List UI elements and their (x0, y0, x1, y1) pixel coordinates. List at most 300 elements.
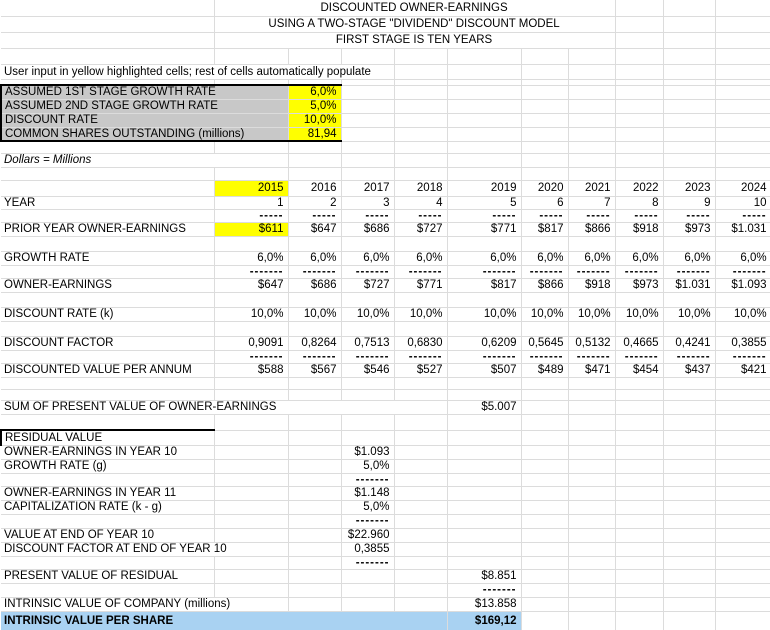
value-cell[interactable]: 6,0% (615, 251, 663, 265)
cell[interactable] (447, 167, 521, 180)
cell[interactable] (341, 153, 394, 167)
value-cell[interactable]: $817 (447, 278, 521, 292)
cell[interactable] (288, 48, 341, 64)
cell[interactable] (394, 377, 447, 389)
cell[interactable] (568, 99, 615, 113)
cell[interactable] (568, 292, 615, 307)
dash-cell[interactable]: ------- (394, 350, 447, 363)
cell[interactable] (568, 611, 615, 630)
cell[interactable] (521, 473, 568, 486)
cell[interactable] (615, 48, 663, 64)
cell[interactable] (663, 459, 715, 473)
cell[interactable] (1, 514, 214, 528)
cell[interactable] (663, 153, 715, 167)
cell[interactable] (568, 85, 615, 99)
cell[interactable] (521, 459, 568, 473)
cell[interactable] (715, 414, 770, 430)
cell[interactable] (1, 377, 214, 389)
value-cell[interactable]: $866 (568, 222, 615, 236)
cell[interactable] (341, 113, 394, 127)
cell[interactable] (1, 167, 214, 180)
cell[interactable] (715, 445, 770, 459)
cell[interactable] (288, 569, 341, 583)
cell[interactable] (214, 528, 288, 542)
cell[interactable] (663, 445, 715, 459)
residual-value-cell[interactable]: $1.148 (341, 486, 394, 500)
year-number-cell[interactable]: 5 (447, 196, 521, 209)
cell[interactable] (521, 236, 568, 251)
cell[interactable] (394, 569, 447, 583)
cell[interactable] (715, 430, 770, 445)
value-cell[interactable]: 0,5645 (521, 336, 568, 350)
cell[interactable] (715, 583, 770, 597)
year-header-cell[interactable]: 2021 (568, 180, 615, 196)
cell[interactable] (715, 236, 770, 251)
cell[interactable] (715, 556, 770, 569)
pv-residual-value-cell[interactable]: $8.851 (447, 569, 521, 583)
cell[interactable] (615, 127, 663, 141)
cell[interactable] (568, 486, 615, 500)
value-cell[interactable]: 10,0% (568, 307, 615, 321)
cell[interactable] (1, 141, 214, 153)
cell[interactable] (568, 542, 615, 556)
cell[interactable] (288, 556, 341, 569)
cell[interactable] (288, 292, 341, 307)
cell[interactable] (288, 389, 341, 400)
year-header-cell[interactable]: 2024 (715, 180, 770, 196)
cell[interactable] (715, 321, 770, 336)
cell[interactable] (394, 514, 447, 528)
cell[interactable] (288, 597, 341, 611)
cell[interactable] (394, 48, 447, 64)
value-cell[interactable]: $647 (288, 222, 341, 236)
sheet-title-line3[interactable]: FIRST STAGE IS TEN YEARS (214, 32, 615, 48)
value-cell[interactable]: 6,0% (288, 251, 341, 265)
cell[interactable] (447, 556, 521, 569)
cell[interactable] (521, 445, 568, 459)
cell[interactable] (715, 377, 770, 389)
dash-cell[interactable]: ------- (521, 350, 568, 363)
input-cell-growth2[interactable]: 5,0% (288, 99, 341, 113)
sum-label[interactable]: SUM OF PRESENT VALUE OF OWNER-EARNINGS (1, 400, 447, 414)
dash-cell[interactable]: ----- (521, 209, 568, 222)
cell[interactable] (568, 48, 615, 64)
cell[interactable] (615, 236, 663, 251)
cell[interactable] (521, 113, 568, 127)
input-instructions-note[interactable]: User input in yellow highlighted cells; rest of cells automatically populate (1, 64, 394, 79)
assumption-label[interactable]: ASSUMED 1ST STAGE GROWTH RATE (1, 85, 288, 99)
cell[interactable] (1, 414, 214, 430)
cell[interactable] (663, 400, 715, 414)
cell[interactable] (521, 528, 568, 542)
cell[interactable] (715, 99, 770, 113)
year-header-cell[interactable]: 2018 (394, 180, 447, 196)
cell[interactable] (394, 113, 447, 127)
dash-cell[interactable]: ----- (615, 209, 663, 222)
assumption-label[interactable]: DISCOUNT RATE (1, 113, 288, 127)
cell[interactable] (715, 473, 770, 486)
cell[interactable] (288, 583, 341, 597)
residual-value-cell[interactable]: $1.093 (341, 445, 394, 459)
value-cell[interactable]: 10,0% (663, 307, 715, 321)
cell[interactable] (715, 167, 770, 180)
cell[interactable] (615, 141, 663, 153)
value-cell[interactable]: $1.031 (663, 278, 715, 292)
value-cell[interactable]: $771 (447, 222, 521, 236)
pv-residual-label[interactable]: PRESENT VALUE OF RESIDUAL (1, 569, 214, 583)
cell[interactable] (568, 153, 615, 167)
intrinsic-per-share-label[interactable]: INTRINSIC VALUE PER SHARE (1, 611, 447, 630)
cell[interactable] (568, 473, 615, 486)
cell[interactable] (521, 414, 568, 430)
cell[interactable] (615, 611, 663, 630)
cell[interactable] (715, 597, 770, 611)
dash-cell[interactable]: ------- (715, 350, 770, 363)
year-number-cell[interactable]: 2 (288, 196, 341, 209)
cell[interactable] (715, 500, 770, 514)
value-cell[interactable]: $918 (568, 278, 615, 292)
cell[interactable] (615, 473, 663, 486)
cell[interactable] (447, 445, 521, 459)
cell[interactable] (214, 414, 288, 430)
cell[interactable] (394, 64, 447, 79)
cell[interactable] (341, 48, 394, 64)
cell[interactable] (214, 48, 288, 64)
cell[interactable] (288, 321, 341, 336)
cell[interactable] (663, 542, 715, 556)
cell[interactable] (615, 389, 663, 400)
residual-value-cell[interactable]: 5,0% (341, 459, 394, 473)
dash-cell[interactable]: ----- (288, 209, 341, 222)
cell[interactable] (394, 459, 447, 473)
cell[interactable] (663, 48, 715, 64)
year-number-cell[interactable]: 8 (615, 196, 663, 209)
sum-value-cell[interactable]: $5.007 (447, 400, 521, 414)
cell[interactable] (663, 167, 715, 180)
dash-cell[interactable]: ------- (214, 265, 288, 278)
value-cell[interactable]: 0,6830 (394, 336, 447, 350)
year-number-cell[interactable]: 1 (214, 196, 288, 209)
input-cell-growth1[interactable]: 6,0% (288, 85, 341, 99)
cell[interactable] (615, 113, 663, 127)
year-header-cell[interactable]: 2022 (615, 180, 663, 196)
cell[interactable] (715, 48, 770, 64)
dash-cell[interactable]: ----- (394, 209, 447, 222)
dash-cell[interactable]: ----- (715, 209, 770, 222)
cell[interactable] (663, 99, 715, 113)
cell[interactable] (715, 400, 770, 414)
year-header-cell[interactable]: 2020 (521, 180, 568, 196)
cell[interactable] (1, 236, 214, 251)
cell[interactable] (447, 459, 521, 473)
cell[interactable] (615, 377, 663, 389)
cell[interactable] (521, 597, 568, 611)
cell[interactable] (663, 292, 715, 307)
cell[interactable] (447, 113, 521, 127)
cell[interactable] (447, 321, 521, 336)
cell[interactable] (447, 528, 521, 542)
cell[interactable] (663, 236, 715, 251)
value-cell[interactable]: $686 (288, 278, 341, 292)
cell[interactable] (568, 500, 615, 514)
cell[interactable] (341, 569, 394, 583)
assumption-label[interactable]: ASSUMED 2ND STAGE GROWTH RATE (1, 99, 288, 113)
cell[interactable] (1, 473, 214, 486)
value-cell[interactable]: 6,0% (394, 251, 447, 265)
cell[interactable] (447, 486, 521, 500)
cell[interactable] (663, 414, 715, 430)
series-label[interactable]: OWNER-EARNINGS (1, 278, 214, 292)
cell[interactable] (715, 459, 770, 473)
cell[interactable] (521, 569, 568, 583)
cell[interactable] (341, 583, 394, 597)
cell[interactable] (341, 99, 394, 113)
cell[interactable] (214, 583, 288, 597)
value-cell[interactable]: 0,4665 (615, 336, 663, 350)
cell[interactable] (1, 32, 214, 48)
intrinsic-company-value-cell[interactable]: $13.858 (447, 597, 521, 611)
cell[interactable] (663, 583, 715, 597)
cell[interactable] (214, 445, 288, 459)
residual-label[interactable]: VALUE AT END OF YEAR 10 (1, 528, 214, 542)
value-cell[interactable]: $611 (214, 222, 288, 236)
cell[interactable] (615, 292, 663, 307)
cell[interactable] (288, 141, 341, 153)
cell[interactable] (394, 127, 447, 141)
value-cell[interactable]: 6,0% (341, 251, 394, 265)
cell[interactable] (615, 500, 663, 514)
cell[interactable] (447, 542, 521, 556)
cell[interactable] (447, 430, 521, 445)
cell[interactable] (521, 64, 568, 79)
cell[interactable] (715, 569, 770, 583)
year-header-cell[interactable]: 2019 (447, 180, 521, 196)
value-cell[interactable]: 0,8264 (288, 336, 341, 350)
units-note[interactable]: Dollars = Millions (1, 153, 288, 167)
cell[interactable] (288, 377, 341, 389)
cell[interactable] (1, 556, 214, 569)
cell[interactable] (715, 389, 770, 400)
series-label[interactable]: PRIOR YEAR OWNER-EARNINGS (1, 222, 214, 236)
value-cell[interactable]: 0,4241 (663, 336, 715, 350)
cell[interactable] (394, 583, 447, 597)
cell[interactable] (663, 611, 715, 630)
dash-cell[interactable]: ------- (663, 265, 715, 278)
value-cell[interactable]: $527 (394, 363, 447, 377)
residual-label[interactable]: DISCOUNT FACTOR AT END OF YEAR 10 (1, 542, 288, 556)
cell[interactable] (447, 500, 521, 514)
series-label[interactable]: DISCOUNT FACTOR (1, 336, 214, 350)
cell[interactable] (394, 430, 447, 445)
cell[interactable] (1, 48, 214, 64)
cell[interactable] (447, 127, 521, 141)
cell[interactable] (663, 569, 715, 583)
cell[interactable] (1, 389, 214, 400)
cell[interactable] (341, 377, 394, 389)
cell[interactable] (341, 236, 394, 251)
value-cell[interactable]: 0,3855 (715, 336, 770, 350)
cell[interactable] (447, 236, 521, 251)
cell[interactable] (568, 414, 615, 430)
cell[interactable] (715, 292, 770, 307)
cell[interactable] (663, 500, 715, 514)
value-cell[interactable]: $866 (521, 278, 568, 292)
assumption-label[interactable]: COMMON SHARES OUTSTANDING (millions) (1, 127, 288, 141)
cell[interactable] (214, 292, 288, 307)
cell[interactable] (568, 377, 615, 389)
year-header-cell[interactable]: 2015 (214, 180, 288, 196)
cell[interactable] (663, 597, 715, 611)
value-cell[interactable]: $817 (521, 222, 568, 236)
cell[interactable] (394, 236, 447, 251)
cell[interactable] (1, 350, 214, 363)
cell[interactable] (521, 430, 568, 445)
cell[interactable] (447, 48, 521, 64)
cell[interactable] (214, 569, 288, 583)
value-cell[interactable]: 6,0% (447, 251, 521, 265)
cell[interactable] (568, 514, 615, 528)
value-cell[interactable]: 6,0% (568, 251, 615, 265)
year-header-cell[interactable]: 2023 (663, 180, 715, 196)
cell[interactable] (521, 292, 568, 307)
year-number-cell[interactable]: 6 (521, 196, 568, 209)
cell[interactable] (521, 389, 568, 400)
year-header-cell[interactable]: 2016 (288, 180, 341, 196)
cell[interactable] (1, 583, 214, 597)
cell[interactable] (447, 292, 521, 307)
dash-cell[interactable]: ------- (568, 350, 615, 363)
cell[interactable] (521, 486, 568, 500)
cell[interactable] (341, 85, 394, 99)
cell[interactable] (521, 48, 568, 64)
cell[interactable] (615, 542, 663, 556)
value-cell[interactable]: 10,0% (447, 307, 521, 321)
dash-cell[interactable]: ------- (447, 583, 521, 597)
dash-cell[interactable]: ------- (447, 350, 521, 363)
cell[interactable] (341, 597, 394, 611)
cell[interactable] (214, 430, 288, 445)
cell[interactable] (1, 209, 214, 222)
cell[interactable] (715, 127, 770, 141)
value-cell[interactable]: $647 (214, 278, 288, 292)
cell[interactable] (214, 486, 288, 500)
cell[interactable] (394, 99, 447, 113)
value-cell[interactable]: 6,0% (715, 251, 770, 265)
cell[interactable] (568, 430, 615, 445)
cell[interactable] (288, 514, 341, 528)
cell[interactable] (615, 556, 663, 569)
cell[interactable] (288, 430, 341, 445)
dash-cell[interactable]: ----- (568, 209, 615, 222)
cell[interactable] (615, 0, 663, 16)
value-cell[interactable]: 6,0% (521, 251, 568, 265)
residual-label[interactable]: OWNER-EARNINGS IN YEAR 11 (1, 486, 214, 500)
cell[interactable] (568, 321, 615, 336)
cell[interactable] (214, 141, 288, 153)
cell[interactable] (663, 85, 715, 99)
cell[interactable] (615, 569, 663, 583)
dash-cell[interactable]: ------- (663, 350, 715, 363)
intrinsic-company-label[interactable]: INTRINSIC VALUE OF COMPANY (millions) (1, 597, 288, 611)
cell[interactable] (288, 236, 341, 251)
cell[interactable] (341, 430, 394, 445)
series-label[interactable]: GROWTH RATE (1, 251, 214, 265)
cell[interactable] (214, 473, 288, 486)
residual-label[interactable]: CAPITALIZATION RATE (k - g) (1, 500, 214, 514)
input-cell-shares[interactable]: 81,94 (288, 127, 341, 141)
cell[interactable] (715, 611, 770, 630)
sheet-title-line2[interactable]: USING A TWO-STAGE "DIVIDEND" DISCOUNT MODEL (214, 16, 615, 32)
cell[interactable] (214, 556, 288, 569)
cell[interactable] (663, 141, 715, 153)
value-cell[interactable]: 10,0% (341, 307, 394, 321)
dash-cell[interactable]: ------- (568, 265, 615, 278)
value-cell[interactable]: 10,0% (715, 307, 770, 321)
cell[interactable] (521, 400, 568, 414)
input-cell-discount-rate[interactable]: 10,0% (288, 113, 341, 127)
cell[interactable] (663, 528, 715, 542)
year-number-cell[interactable]: 10 (715, 196, 770, 209)
dash-cell[interactable]: ------- (341, 556, 394, 569)
cell[interactable] (521, 500, 568, 514)
value-cell[interactable]: 10,0% (521, 307, 568, 321)
cell[interactable] (288, 528, 341, 542)
cell[interactable] (663, 321, 715, 336)
dash-cell[interactable]: ------- (615, 350, 663, 363)
cell[interactable] (521, 167, 568, 180)
cell[interactable] (1, 292, 214, 307)
year-number-cell[interactable]: 3 (341, 196, 394, 209)
cell[interactable] (663, 556, 715, 569)
cell[interactable] (214, 389, 288, 400)
cell[interactable] (521, 321, 568, 336)
dash-cell[interactable]: ------- (341, 473, 394, 486)
year-row-label[interactable]: YEAR (1, 196, 214, 209)
cell[interactable] (394, 414, 447, 430)
cell[interactable] (568, 167, 615, 180)
cell[interactable] (715, 486, 770, 500)
value-cell[interactable]: $507 (447, 363, 521, 377)
value-cell[interactable]: 0,7513 (341, 336, 394, 350)
residual-value-cell[interactable]: 0,3855 (341, 542, 394, 556)
cell[interactable] (568, 127, 615, 141)
value-cell[interactable]: 10,0% (615, 307, 663, 321)
dash-cell[interactable]: ------- (341, 265, 394, 278)
dash-cell[interactable]: ------- (447, 265, 521, 278)
residual-value-cell[interactable]: 5,0% (341, 500, 394, 514)
value-cell[interactable]: $546 (341, 363, 394, 377)
dash-cell[interactable]: ----- (663, 209, 715, 222)
cell[interactable] (615, 528, 663, 542)
cell[interactable] (663, 389, 715, 400)
cell[interactable] (715, 113, 770, 127)
residual-label[interactable]: OWNER-EARNINGS IN YEAR 10 (1, 445, 214, 459)
cell[interactable] (447, 85, 521, 99)
cell[interactable] (568, 64, 615, 79)
cell[interactable] (663, 377, 715, 389)
dash-cell[interactable]: ------- (214, 350, 288, 363)
value-cell[interactable]: $918 (615, 222, 663, 236)
value-cell[interactable]: $1.093 (715, 278, 770, 292)
cell[interactable] (615, 583, 663, 597)
year-header-cell[interactable]: 2017 (341, 180, 394, 196)
value-cell[interactable]: 10,0% (288, 307, 341, 321)
value-cell[interactable]: 0,5132 (568, 336, 615, 350)
cell[interactable] (447, 473, 521, 486)
value-cell[interactable]: $567 (288, 363, 341, 377)
cell[interactable] (663, 16, 715, 32)
cell[interactable] (521, 542, 568, 556)
